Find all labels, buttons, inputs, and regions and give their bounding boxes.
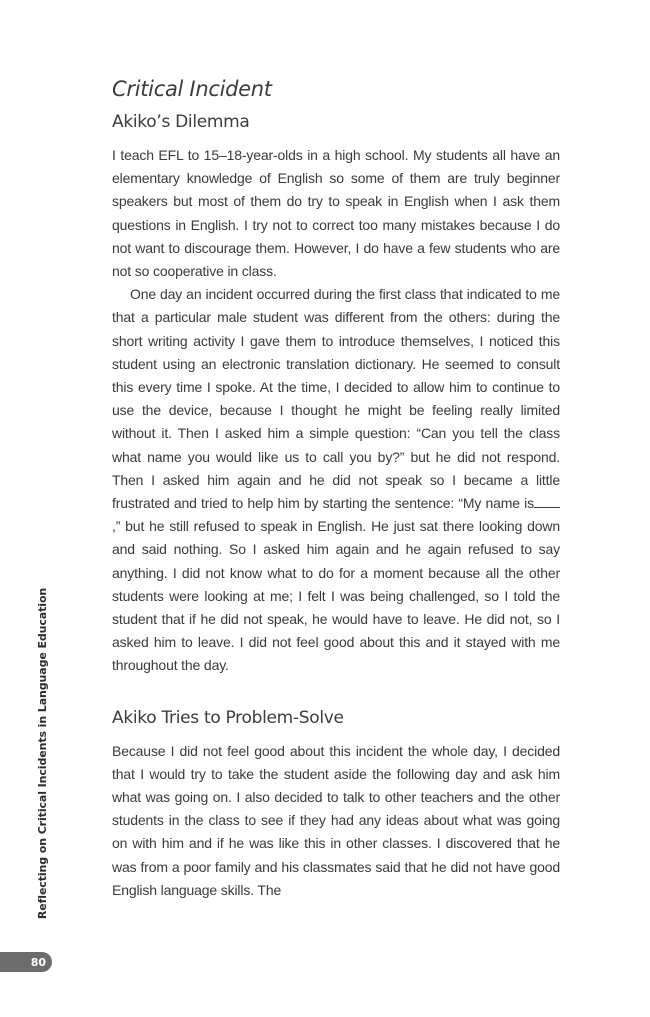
page-content bbox=[112, 74, 560, 902]
paragraph: I teach EFL to 15–18-year-olds in a high school. My students all have an elementary knowledge of English so some of them are truly beginner speakers but most of them do try to speak in English when I ask them questions in English. I try not to correct too many mistakes because I do not want to discourage them. However, I do have a few students who are not so cooperative in class. bbox=[112, 147, 560, 280]
paragraph: Because I did not feel good about this incident the whole day, I decided that I would try to take the student aside the following day and ask him what was going on. I also decided to talk to other teachers and the other students in the class to see if they had any ideas about what was going on with him and if he was like this in other classes. I discovered that he was from a poor family and his classmates said that he did not have good English language skills. The bbox=[112, 742, 560, 898]
running-title-vertical bbox=[34, 587, 52, 919]
chapter-subheading: Critical Incident bbox=[112, 77, 272, 101]
page-number: 80 bbox=[30, 955, 46, 969]
paragraph bbox=[112, 283, 560, 677]
paragraph-text: ,” but he still refused to speak in English. He just sat there looking down and said nothing. So I asked him again and he again refused to say anything. I did not know what to do for a moment because all the other students were looking at me; I felt I was being challenged, so I told the student that if he did not speak, he would have to leave. He did not, so I asked him to leave. I did not feel good about this and it stayed with me throughout the day. bbox=[112, 518, 560, 674]
page-number-tab bbox=[0, 952, 52, 972]
running-title: Reflecting on Critical Incidents in Language Education bbox=[36, 587, 50, 919]
section-title-akiko-tries-to-problem-solve: Akiko Tries to Problem-Solve bbox=[112, 707, 344, 728]
paragraph-text: One day an incident occurred during the first class that indicated to me that a particular male student was different from the others: during the short writing activity I gave them to introduce themselves, I noticed this student using an electronic translation dictionary. He seemed to consult this every time I spoke. At the time, I decided to allow him to continue to use the device, because I thought he might be feeling really limited without it. Then I asked him a simple question: “Can you tell the class what name you would like us to call you by?” but he did not respond. Then I asked him again and he did not speak so I became a little frustrated and tried to help him by starting the sentence: “My name is bbox=[112, 286, 560, 512]
section-title-akikos-dilemma: Akiko’s Dilemma bbox=[112, 112, 250, 132]
blank-line bbox=[534, 495, 560, 508]
